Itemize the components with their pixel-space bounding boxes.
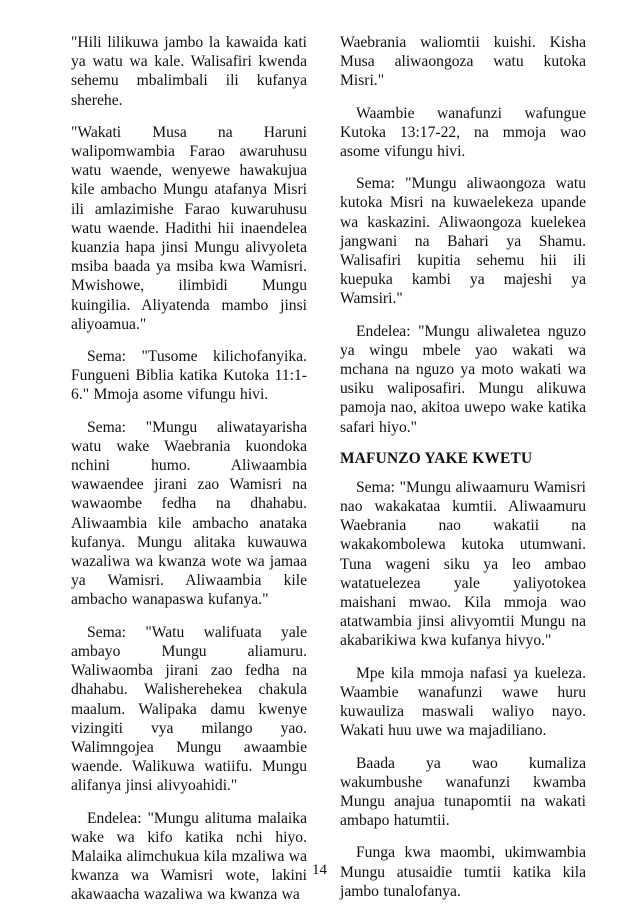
paragraph: "Hili lilikuwa jambo la kawaida kati ya watu wa kale. Walisafiri kwenda sehemu mbalimbali ili kufanya sherehe.: [71, 34, 307, 109]
paragraph: Sema: "Mungu aliwatayarisha watu wake Waebrania kuondoka nchini humo. Aliwaambia wawaendee jirani zao Wamisri na wawaombe fedha na dhahabu. Aliwaambia kile ambacho anataka kufanya. Mungu alitaka kuwauwa wazaliwa wa kwanza wote wa jamaa ya Wamisri. Aliwaambia kile ambacho wanapaswa kufanya.": [71, 418, 307, 609]
right-column: [340, 33, 586, 914]
paragraph: Mpe kila mmoja nafasi ya kueleza. Waambie wanafunzi wawe huru kuwauliza maswali waliyo nayo. Wakati huu uwe wa majadiliano.: [340, 664, 586, 740]
paragraph: Sema: "Tusome kilichofanyika. Fungueni Biblia katika Kutoka 11:1-6." Mmoja asome vifungu hivi.: [71, 348, 307, 404]
section-heading: MAFUNZO YAKE KWETU: [340, 449, 533, 467]
paragraph: Waebrania waliomtii kuishi. Kisha Musa aliwaongoza watu kutoka Misri.": [340, 34, 586, 90]
paragraph: Baada ya wao kumaliza wakumbushe wanafunzi kwamba Mungu anajua tunapomtii na wakati ambapo hatumtii.: [340, 754, 586, 830]
paragraph: Funga kwa maombi, ukimwambia Mungu atusaidie tumtii katika kila jambo tunalofanya.: [340, 844, 586, 900]
paragraph: Endelea: "Mungu alituma malaika wake wa kifo katika nchi hiyo. Malaika alimchukua kila mzaliwa wa kwanza wa Wamisri wote, lakini akawaacha wazaliwa wa kwanza wa: [71, 809, 307, 904]
paragraph: "Wakati Musa na Haruni walipomwambia Farao awaruhusu watu waende, wenyewe hawakujua kile ambacho Mungu atafanya Misri ili amlazimishe Farao kuwaruhusu watu waende. Hadithi hii inaendelea kuanzia hapa jinsi Mungu alivyoleta msiba baada ya msiba kwa Wamisri. Mwishowe, ilimbidi Mungu kuingilia. Aliyatenda mambo jinsi aliyoamua.": [71, 123, 307, 333]
paragraph: Endelea: "Mungu aliwaletea nguzo ya wingu mbele yao wakati wa mchana na nguzo ya moto wakati wa usiku waliposafiri. Mungu alikuwa pamoja nao, akitoa uwepo wake katika safari hiyo.": [340, 322, 586, 436]
paragraph: Sema: "Watu walifuata yale ambayo Mungu aliamuru. Waliwaomba jirani zao fedha na dhahabu. Walisherehekea chakula maalum. Walipaka damu kwenye vizingiti vya milango yao. Walimngojea Mungu awaambie waende. Walikuwa watiifu. Mungu alifanya jinsi alivyoahidi.": [71, 623, 307, 795]
paragraph: Sema: "Mungu aliwaongoza watu kutoka Misri na kuwaelekeza upande wa kaskazini. Aliwaongoza kuelekea jangwani na Bahari ya Shamu. Walisafiri kupitia sehemu hii ili kuepuka kambi ya majeshi ya Wamsiri.": [340, 175, 586, 308]
page-number: 14: [312, 862, 327, 878]
paragraph: Waambie wanafunzi wafungue Kutoka 13:17-22, na mmoja wao asome vifungu hivi.: [340, 104, 586, 161]
paragraph: Sema: "Mungu aliwaamuru Wamisri nao wakakataa kumtii. Aliwaamuru Waebrania nao wakatii na wakakombolewa kutoka utumwani. Tuna wageni siku ya leo ambao watatuelezea yale yaliyotokea maishani mwao. Kila mmoja wao atatwambia jinsi alivyomtii Mungu na akabarikiwa kwa kufanya hivyo.": [340, 478, 586, 650]
left-column: [71, 33, 307, 918]
